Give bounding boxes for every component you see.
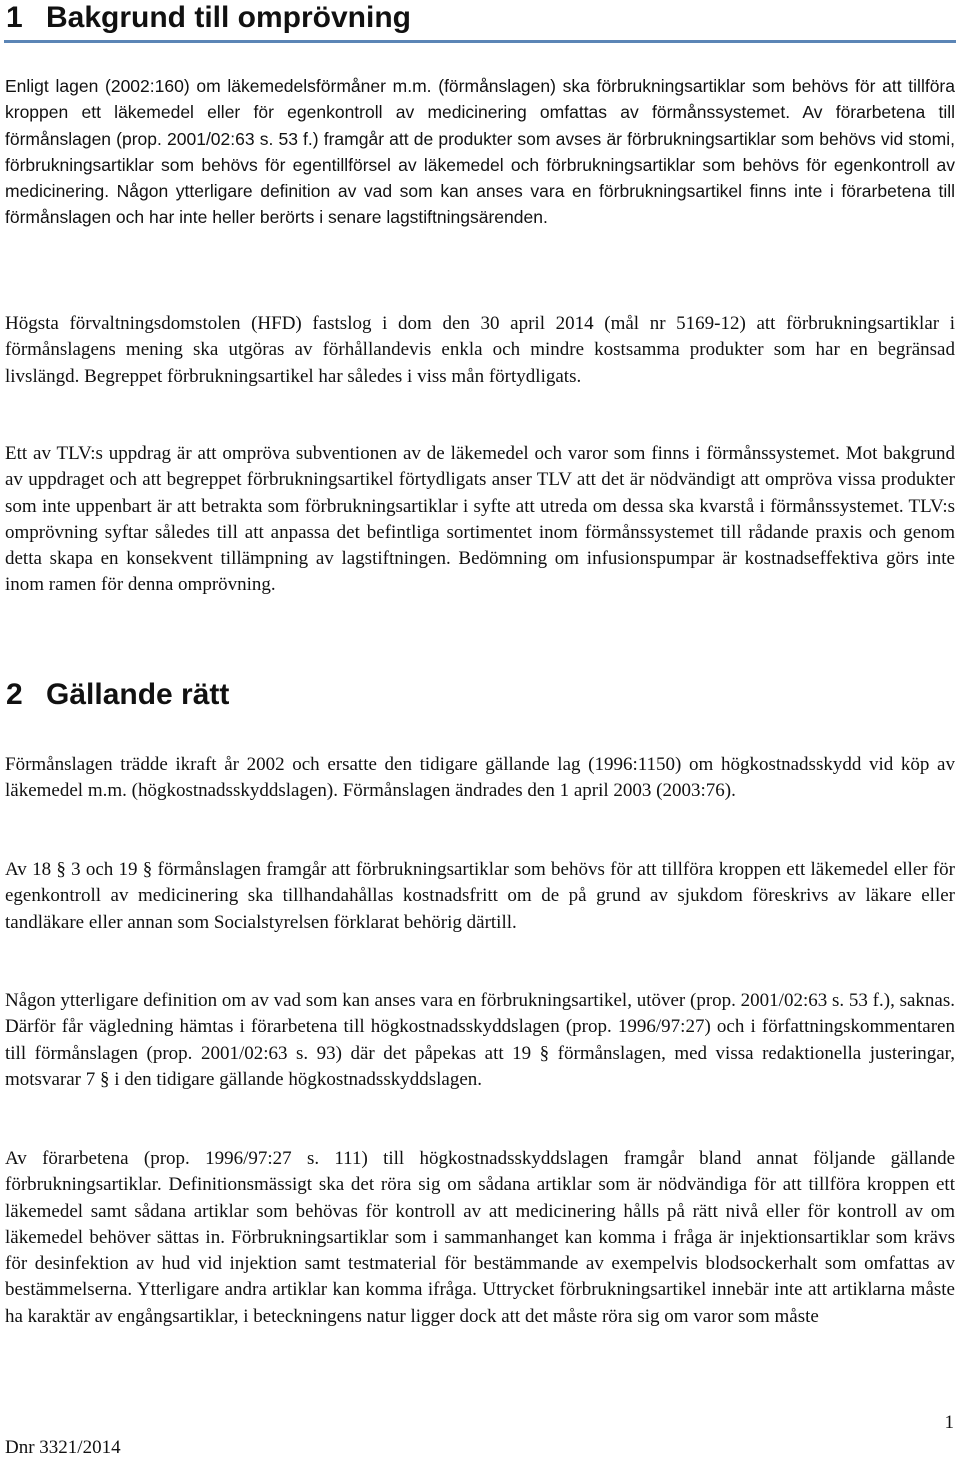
paragraph: Ett av TLV:s uppdrag är att ompröva subventionen av de läkemedel och varor som finns i förmånssystemet. Mot bakgrund av uppdraget och att begreppet förbrukningsartikel förtydligats anser TLV att det är nödvändigt att ompröva vissa produkter som inte uppenbart är att betrakta som förbrukningsartiklar i syfte att utreda om dessa ska kvarstå i förmånssystemet. TLV:s omprövning syftar således till att anpassa det befintliga sortimentet inom förmånssystemet till rådande praxis och genom detta skapa en konsekvent tillämpning av lagstiftningen. Bedömning om infusionspumpar är kostnadseffektiva görs inte inom ramen för denna omprövning. bbox=[5, 443, 955, 596]
paragraph: Någon ytterligare definition om av vad som kan anses vara en förbrukningsartikel, utöver (prop. 2001/02:63 s. 53 f.), saknas. Därför får vägledning hämtas i förarbetena till högkostnadsskyddslagen (prop. 1996/97:27) och i författningskommentaren till förmånslagen (prop. 2001/02:63 s. 93) där det påpekas att 19 § förmånslagen, med vissa redaktionella justeringar, motsvarar 7 § i den tidigare gällande högkostnadsskyddslagen. bbox=[5, 990, 955, 1090]
section-heading-1 bbox=[6, 0, 411, 36]
document-reference: Dnr 3321/2014 bbox=[5, 1437, 121, 1458]
paragraph: Högsta förvaltningsdomstolen (HFD) fastslog i dom den 30 april 2014 (mål nr 5169-12) att förbrukningsartiklar i förmånslagens mening ska utgöras av förhållandevis enkla och mindre kostsamma produkter som har en begränsad livslängd. Begreppet förbrukningsartikel har således i viss mån förtydligats. bbox=[5, 313, 955, 387]
section-number: 2 bbox=[6, 678, 23, 711]
paragraph: Förmånslagen trädde ikraft år 2002 och ersatte den tidigare gällande lag (1996:1150) om högkostnadsskydd vid köp av läkemedel m.m. (högkostnadsskyddslagen). Förmånslagen ändrades den 1 april 2003 (2003:76). bbox=[5, 754, 955, 802]
page-number: 1 bbox=[944, 1412, 954, 1433]
section-heading-2 bbox=[6, 677, 229, 713]
paragraph: Av förarbetena (prop. 1996/97:27 s. 111) till högkostnadsskyddslagen framgår bland annat följande gällande förbrukningsartiklar. Definitionsmässigt ska det röra sig om sådana artiklar som är nödvändiga för att tillföra kroppen ett läkemedel samt sådana artiklar som behövas för kontroll av att medicinering hålls på rätt nivå eller för kontroll av om läkemedel behöver sättas in. Förbrukningsartiklar som i sammanhanget kan komma i fråga är injektionsartiklar som krävs för desinfektion av hud vid injektion samt testmaterial för bestämmande av exempelvis blodsockerhalt som omfattas av bestämmelserna. Ytterligare andra artiklar kan komma ifråga. Uttrycket förbrukningsartikel innebär inte att artiklarna måste ha karaktär av engångsartiklar, i beteckningens natur ligger dock att det måste röra sig om varor som måste bbox=[5, 1148, 955, 1327]
section-title: Bakgrund till omprövning bbox=[46, 1, 411, 34]
section-title: Gällande rätt bbox=[46, 678, 230, 711]
heading-rule bbox=[4, 40, 956, 43]
paragraph: Enligt lagen (2002:160) om läkemedelsförmåner m.m. (förmånslagen) ska förbrukningsartiklar som behövs för att tillföra kroppen ett läkemedel eller för egenkontroll av medicinering omfattas av förmånssystemet. Av förarbetena till förmånslagen (prop. 2001/02:63 s. 53 f.) framgår att de produkter som avses är förbrukningsartiklar som behövs vid stomi, förbrukningsartiklar som behövs för egentillförsel av läkemedel och förbrukningsartiklar som behövs för egenkontroll av medicinering. Någon ytterligare definition av vad som kan anses vara en förbrukningsartikel finns inte i förarbetena till förmånslagen och har inte heller berörts i senare lagstiftningsärenden. bbox=[5, 76, 955, 228]
section-number: 1 bbox=[6, 1, 23, 34]
paragraph: Av 18 § 3 och 19 § förmånslagen framgår att förbrukningsartiklar som behövs för att tillföra kroppen ett läkemedel eller för egenkontroll av medicinering ska tillhandahållas kostnadsfritt om de på grund av sjukdom föreskrivs av läkare eller tandläkare eller annan som Socialstyrelsen förklarat behörig därtill. bbox=[5, 859, 955, 933]
